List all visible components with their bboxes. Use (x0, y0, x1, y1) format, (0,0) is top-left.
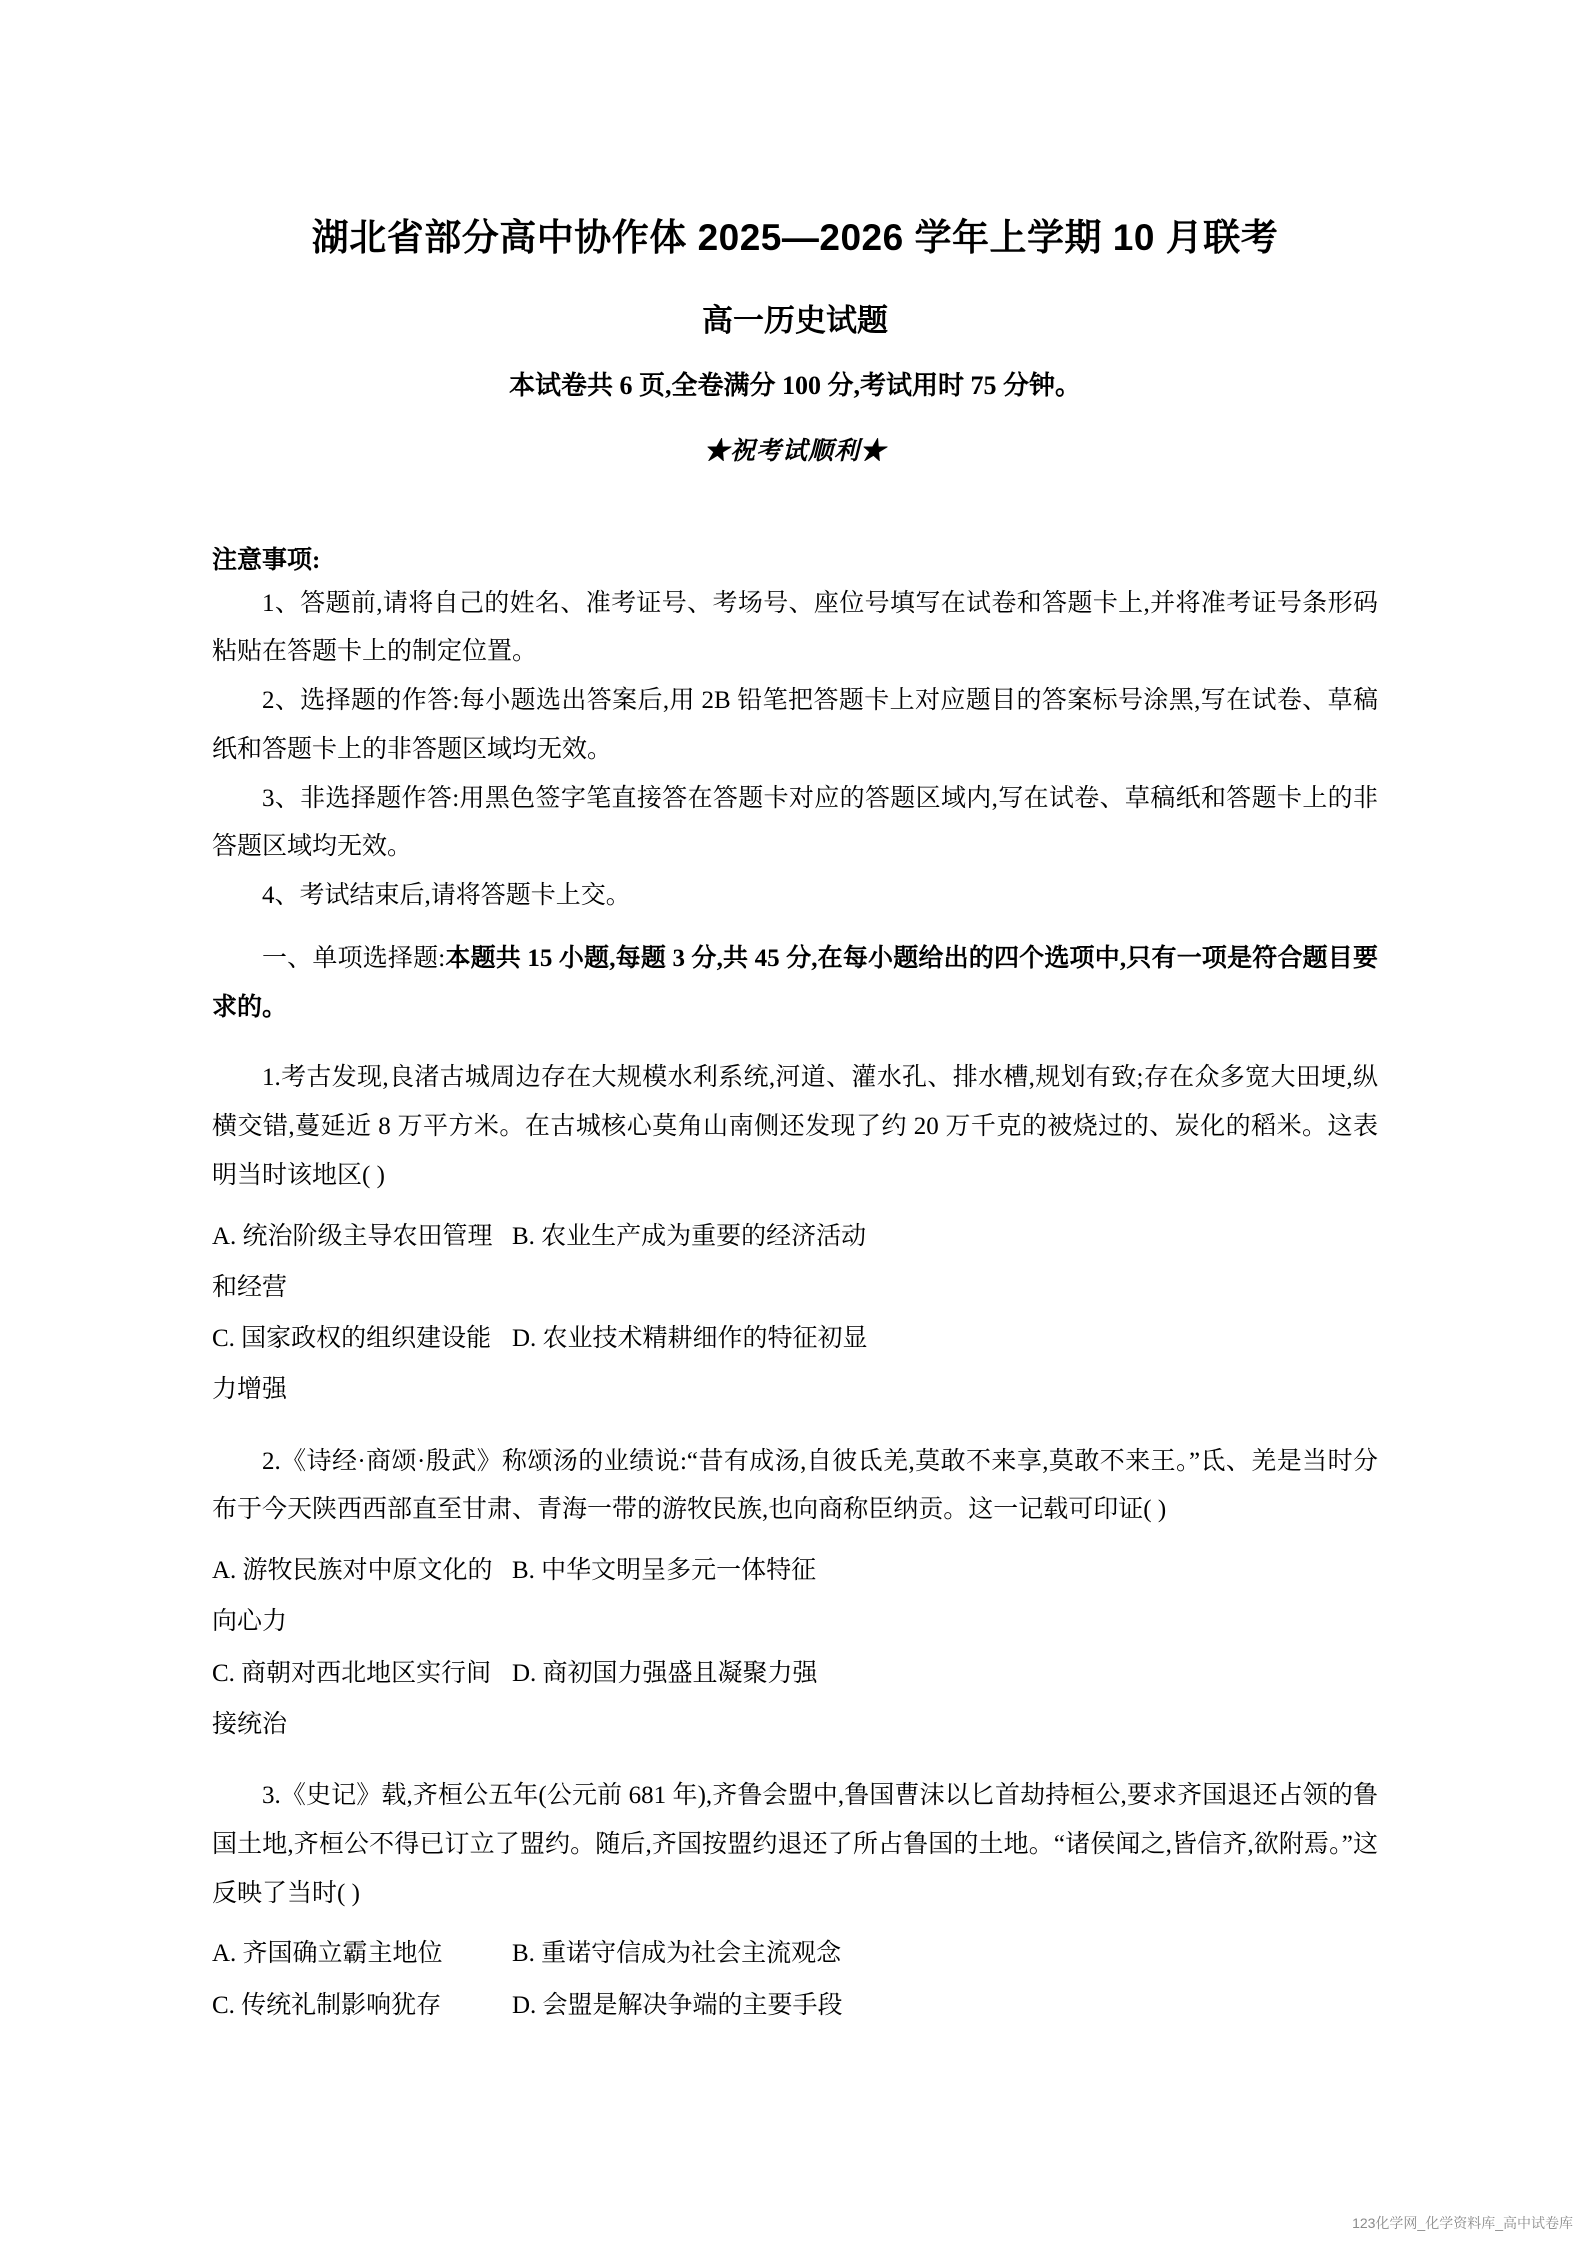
option-a[interactable]: A. 游牧民族对中原文化的向心力 (212, 1557, 493, 1636)
option-row (212, 1980, 1378, 2031)
subject-title: 高一历史试题 (702, 302, 888, 338)
notice-heading: 注意事项: (212, 547, 321, 575)
footer-watermark-text: 123化学网_化学资料库_高中试卷库 (1352, 2215, 1573, 2231)
option-d[interactable]: D. 商初国力强盛且凝聚力强 (512, 1659, 818, 1687)
option-row (212, 1928, 1378, 1979)
section-one-heading (212, 921, 1378, 1033)
exam-info-line: 本试卷共 6 页,全卷满分 100 分,考试用时 75 分钟。 (508, 370, 1081, 400)
footer-watermark (1352, 2213, 1573, 2233)
option-row (212, 1313, 1378, 1416)
option-c[interactable]: C. 传统礼制影响犹存 (212, 1991, 442, 2019)
page-title: 湖北省部分高中协作体 2025—2026 学年上学期 10 月联考 (311, 217, 1279, 258)
question-stem: 3.《史记》载,齐桓公五年(公元前 681 年),齐鲁会盟中,鲁国曹沫以匕首劫持桓公,要求齐国退还占领的鲁国土地,齐桓公不得已订立了盟约。随后,齐国按盟约退还了所占鲁国的土地。“诸侯闻之,皆信齐,欲附焉。”这反映了当时( ) (212, 1782, 1378, 1907)
notice-item-1: 1、答题前,请将自己的姓名、准考证号、考场号、座位号填写在试卷和答题卡上,并将准考证号条形码粘贴在答题卡上的制定位置。 (212, 589, 1378, 666)
option-b[interactable]: B. 重诺守信成为社会主流观念 (512, 1940, 842, 1968)
option-d[interactable]: D. 农业技术精耕细作的特征初显 (512, 1325, 868, 1353)
option-b[interactable]: B. 农业生产成为重要的经济活动 (512, 1222, 867, 1250)
good-luck-line: ★祝考试顺利★ (703, 438, 886, 466)
option-d[interactable]: D. 会盟是解决争端的主要手段 (512, 1991, 843, 2019)
question-stem: 1.考古发现,良渚古城周边存在大规模水利系统,河道、灌水孔、排水槽,规划有致;存在众多宽大田埂,纵横交错,蔓延近 8 万平方米。在古城核心莫角山南侧还发现了约 20 万千克的被烧过的、炭化的稻米。这表明当时该地区( ) (212, 1064, 1378, 1189)
option-a[interactable]: A. 统治阶级主导农田管理和经营 (212, 1222, 493, 1301)
question-options (212, 1201, 1378, 1416)
question-stem: 2.《诗经·商颂·殷武》称颂汤的业绩说:“昔有成汤,自彼氐羌,莫敢不来享,莫敢不来王。”氐、羌是当时分布于今天陕西西部直至甘肃、青海一带的游牧民族,也向商称臣纳贡。这一记载可印证( ) (212, 1447, 1378, 1524)
notice-item-3: 3、非选择题作答:用黑色签字笔直接答在答题卡对应的答题区域内,写在试卷、草稿纸和答题卡上的非答题区域均无效。 (212, 784, 1378, 861)
option-b[interactable]: B. 中华文明呈多元一体特征 (512, 1557, 817, 1585)
option-row (212, 1545, 1378, 1648)
option-row (212, 1648, 1378, 1751)
option-c[interactable]: C. 商朝对西北地区实行间接统治 (212, 1659, 492, 1738)
question-options (212, 1918, 1378, 2031)
notice-item-4: 4、考试结束后,请将答题卡上交。 (262, 882, 631, 910)
notice-item-2: 2、选择题的作答:每小题选出答案后,用 2B 铅笔把答题卡上对应题目的答案标号涂黑,写在试卷、草稿纸和答题卡上的非答题区域均无效。 (212, 687, 1378, 763)
section-one-instruction: 本题共 15 小题,每题 3 分,共 45 分,在每小题给出的四个选项中,只有一项是符合题目要求的。 (212, 944, 1378, 1021)
page-content (212, 0, 1378, 2031)
section-one-label: 一、单项选择题: (262, 944, 446, 972)
option-c[interactable]: C. 国家政权的组织建设能力增强 (212, 1325, 492, 1404)
question-options (212, 1535, 1378, 1750)
option-a[interactable]: A. 齐国确立霸主地位 (212, 1940, 443, 1968)
option-row (212, 1211, 1378, 1314)
